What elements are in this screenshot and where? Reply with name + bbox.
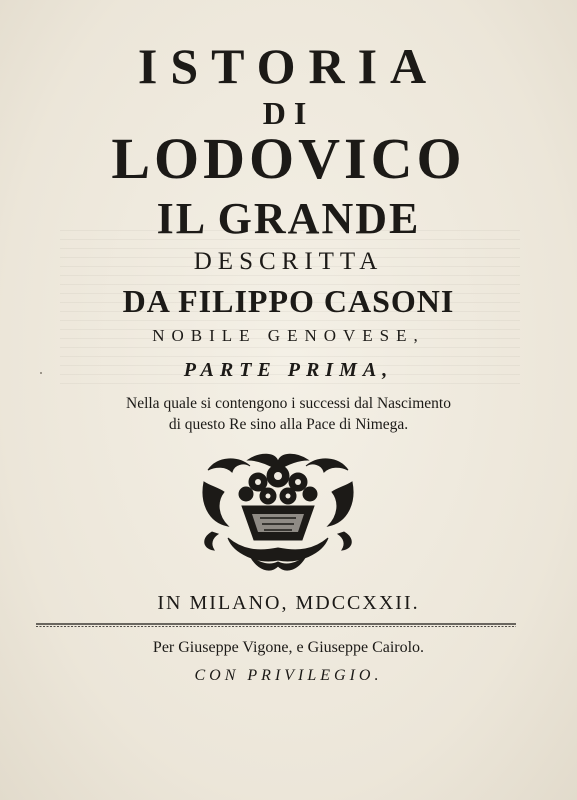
title-line-istoria: ISTORIA xyxy=(137,38,440,94)
imprint-printers: Per Giuseppe Vigone, e Giuseppe Cairolo. xyxy=(152,639,425,656)
description-line-2: di questo Re sino alla Pace di Nimega. xyxy=(168,416,409,433)
part-heading: PARTE PRIMA, xyxy=(183,359,394,381)
title-line-descritta: DESCRITTA xyxy=(193,248,384,275)
title-line-lodovico: LODOVICO xyxy=(111,126,466,191)
author-descriptor: NOBILE GENOVESE, xyxy=(152,326,425,345)
title-line-il-grande: IL GRANDE xyxy=(156,194,421,243)
flower-basket-ornament-icon xyxy=(198,452,358,576)
title-line-di: DI xyxy=(262,95,315,131)
description-line-1: Nella quale si contengono i successi dal Nascimento xyxy=(126,395,451,412)
author-line: DA FILIPPO CASONI xyxy=(122,283,455,319)
decorative-rule xyxy=(34,622,518,628)
imprint-privilege: CON PRIVILEGIO. xyxy=(194,667,383,684)
imprint-place-date: IN MILANO, MDCCXXII. xyxy=(157,592,420,614)
